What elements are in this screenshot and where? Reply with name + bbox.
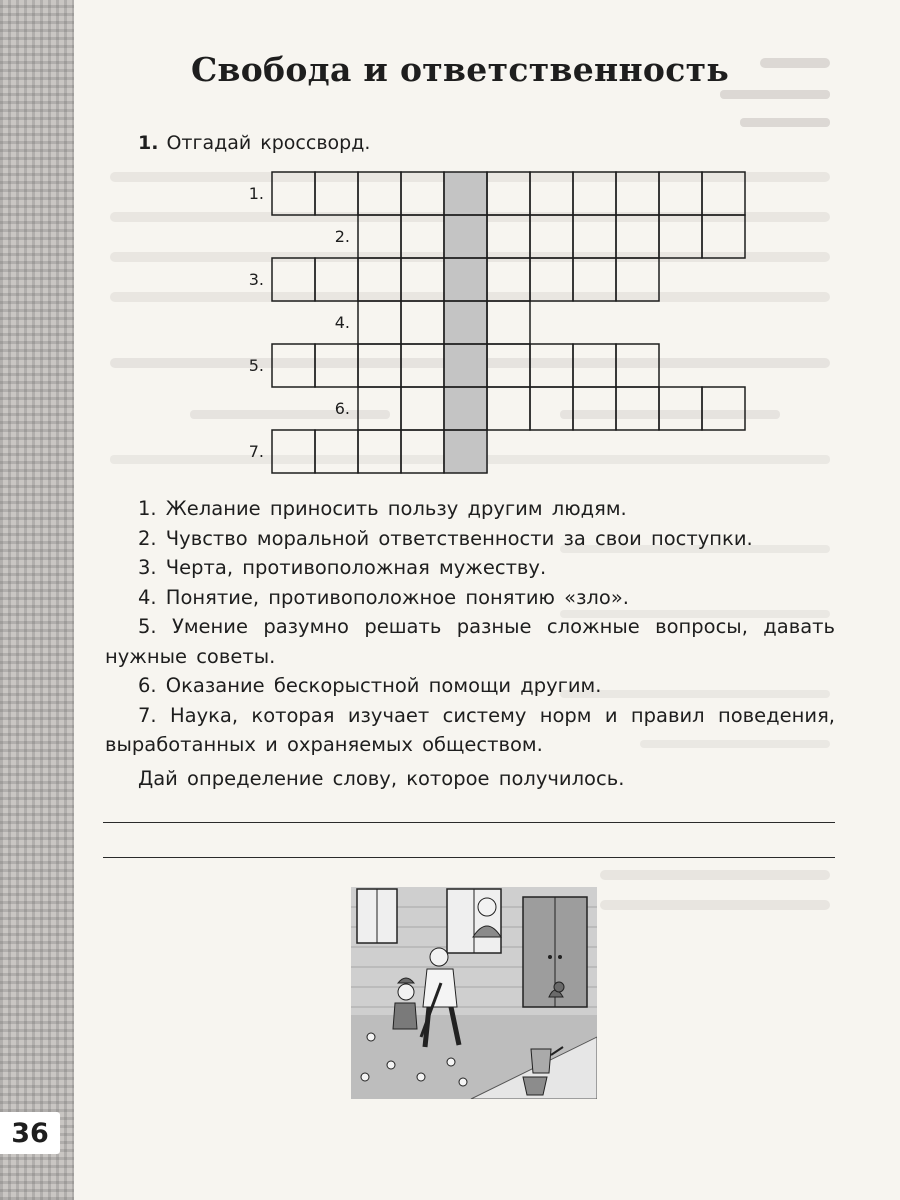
crossword-cell[interactable] [659,172,702,215]
crossword-cell[interactable] [401,215,444,258]
crossword-cell[interactable] [530,215,573,258]
crossword-cell[interactable] [401,172,444,215]
crossword-cell[interactable] [659,387,702,430]
crossword-cell[interactable] [702,172,745,215]
crossword-cell[interactable] [401,430,444,473]
crossword-cell[interactable] [358,258,401,301]
illustration-gardening-scene [351,887,597,1099]
crossword-cell[interactable] [272,258,315,301]
page-number: 36 [0,1112,60,1154]
crossword-cell[interactable] [401,387,444,430]
crossword-cell[interactable] [616,215,659,258]
crossword-cell[interactable] [487,301,530,344]
crossword-cell[interactable] [530,258,573,301]
crossword-cell[interactable] [530,387,573,430]
crossword-cell[interactable] [702,387,745,430]
crossword-cell[interactable] [573,258,616,301]
crossword-row-label: 5. [248,356,264,375]
crossword-row-label: 4. [334,313,350,332]
crossword-cell[interactable] [358,430,401,473]
crossword-cell[interactable] [401,301,444,344]
crossword-cell[interactable] [401,344,444,387]
crossword-cell[interactable] [358,301,401,344]
crossword-cell[interactable] [702,215,745,258]
crossword-cell[interactable] [573,344,616,387]
clues-list [105,494,835,793]
clue-3: 3. Черта, противоположная мужеству. [138,556,547,579]
crossword-cell[interactable] [616,258,659,301]
crossword-cell[interactable] [272,430,315,473]
crossword-grid [0,0,900,500]
task-number: 1. [138,132,159,154]
highlighted-keyword-column [445,172,488,473]
crossword-cell[interactable] [616,344,659,387]
answer-line-1[interactable] [103,822,835,823]
task-text: Отгадай кроссворд. [166,132,371,154]
crossword-cell[interactable] [616,172,659,215]
crossword-cell[interactable] [616,387,659,430]
clue-5: 5. Умение разумно решать разные сложные вопросы, давать нужные советы. [105,615,835,668]
crossword-cell[interactable] [487,172,530,215]
crossword-row-label: 1. [248,184,264,203]
crossword-cell[interactable] [272,172,315,215]
crossword-cell[interactable] [358,172,401,215]
crossword-cell[interactable] [315,344,358,387]
crossword-cell[interactable] [573,215,616,258]
page-title: Свобода и ответственность [190,50,730,89]
clue-6: 6. Оказание бескорыстной помощи другим. [138,674,602,697]
crossword-cell[interactable] [573,172,616,215]
crossword-row-label: 2. [334,227,350,246]
definition-prompt: Дай определение слову, которое получилось. [138,766,625,790]
clue-4: 4. Понятие, противоположное понятию «зло». [138,585,629,609]
crossword-cell[interactable] [659,215,702,258]
crossword-row-label: 6. [334,399,350,418]
crossword-cell[interactable] [487,387,530,430]
crossword-cell[interactable] [315,172,358,215]
crossword-row-label: 3. [248,270,264,289]
crossword-cell[interactable] [358,387,401,430]
crossword-cell[interactable] [358,215,401,258]
clue-2: 2. Чувство моральной ответственности за свои поступки. [138,526,753,550]
crossword-cell[interactable] [530,344,573,387]
crossword-cell[interactable] [315,430,358,473]
answer-line-2[interactable] [103,857,835,858]
crossword-cell[interactable] [358,344,401,387]
crossword-cell[interactable] [401,258,444,301]
clue-1: 1. Желание приносить пользу другим людям. [138,497,627,520]
crossword-cell[interactable] [530,172,573,215]
crossword-cell[interactable] [315,258,358,301]
clue-7: 7. Наука, которая изучает систему норм и правил поведения, выработанных и охраняемых обществом. [105,703,835,756]
crossword-cell[interactable] [573,387,616,430]
crossword-cell[interactable] [487,258,530,301]
crossword-cell[interactable] [487,344,530,387]
crossword-cell[interactable] [272,344,315,387]
crossword-cell[interactable] [487,215,530,258]
crossword-row-label: 7. [248,442,264,461]
